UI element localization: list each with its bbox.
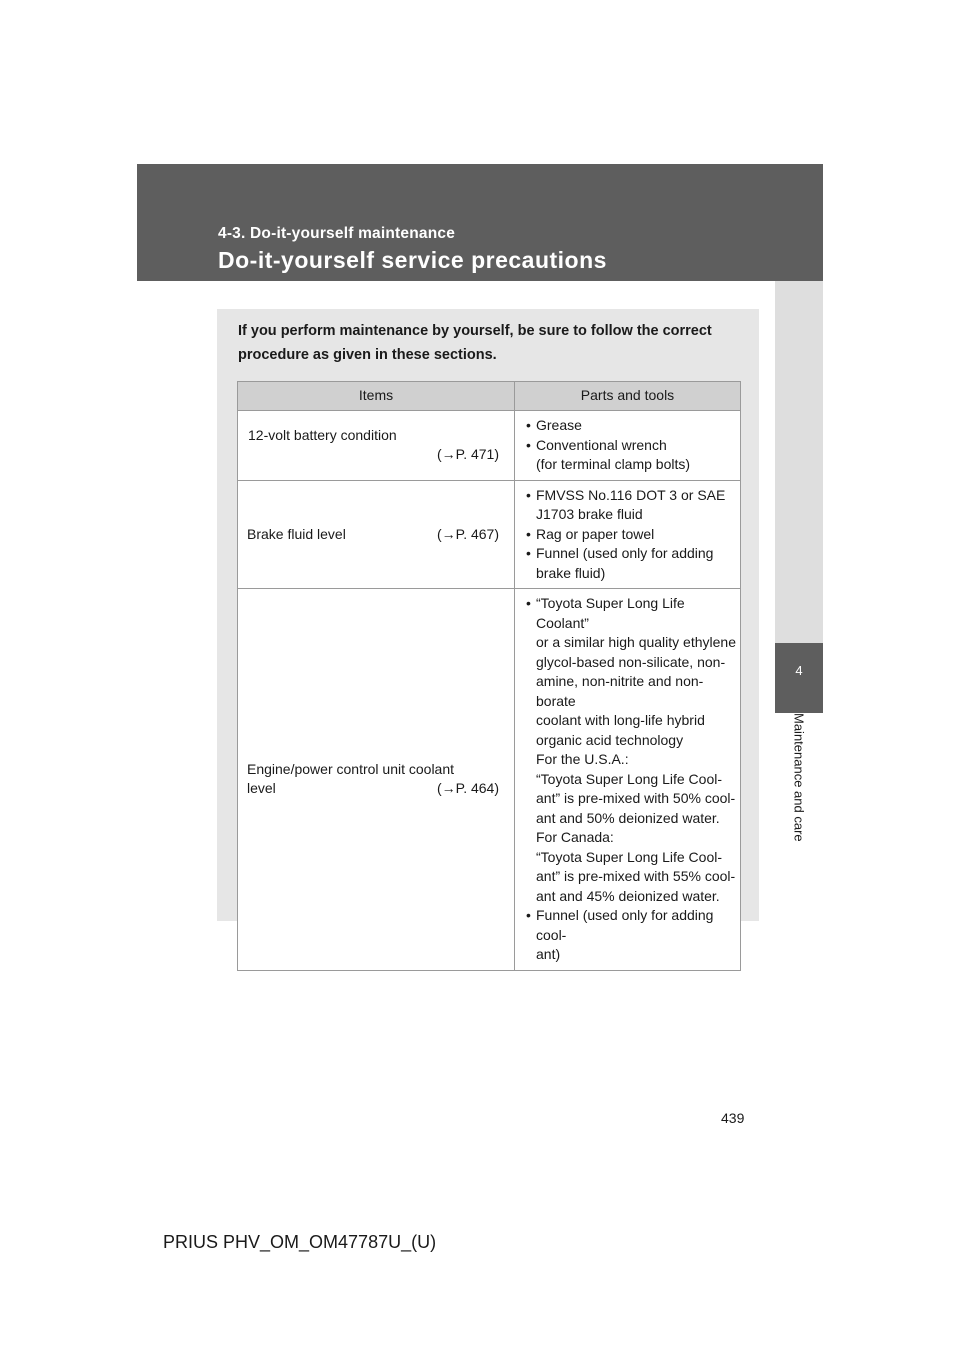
tools-list	[526, 416, 740, 475]
intro-text: If you perform maintenance by yourself, be sure to follow the correct procedure as given in these sections.	[238, 323, 712, 363]
list-item: • Funnel (used only for adding brake fluid)	[526, 544, 740, 583]
chapter-number: 4	[795, 663, 803, 678]
content-box	[217, 309, 759, 962]
page-reference[interactable]: (→P. 471)	[437, 446, 499, 463]
item-name: Engine/power control unit coolant	[247, 760, 455, 777]
chapter-name	[775, 713, 823, 873]
header-band	[137, 164, 823, 281]
maintenance-table	[237, 381, 741, 971]
list-item: • FMVSS No.116 DOT 3 or SAE J1703 brake fluid	[526, 486, 740, 525]
list-item: • Grease	[526, 416, 740, 436]
section-label: 4-3. Do-it-yourself maintenance	[218, 225, 456, 242]
list-item: • Rag or paper towel	[526, 525, 740, 545]
chapter-name-label: Maintenance and care	[791, 713, 807, 842]
item-cell	[238, 589, 515, 971]
table-row	[238, 589, 741, 971]
page-reference[interactable]: (→P. 467)	[437, 525, 499, 542]
list-item: • Conventional wrench (for terminal clamp bolts)	[526, 436, 740, 475]
page-number: 439	[721, 1110, 745, 1126]
tools-cell	[515, 411, 741, 481]
tools-cell	[515, 480, 741, 589]
tools-list	[526, 594, 740, 965]
page-title: Do-it-yourself service precautions	[218, 247, 607, 273]
chapter-tab[interactable]	[775, 643, 823, 713]
tools-list	[526, 486, 740, 584]
document-code: PRIUS PHV_OM_OM47787U_(U)	[163, 1232, 437, 1252]
table-row	[238, 480, 741, 589]
table-row	[238, 411, 741, 481]
item-name-line2: level	[247, 780, 276, 797]
item-name: 12-volt battery condition	[248, 426, 397, 443]
column-header-items: Items	[238, 382, 515, 411]
list-item: • “Toyota Super Long Life Coolant” or a similar high quality ethylene glycol-based non-silicate, non- amine, non-nitrite and non-borate coolant with long-life hybrid organic acid technology For the U.S.A.: “Toyota Super Long Life Cool- ant” is pre-mixed with 50% cool- ant and 50% deionized water. For Canada: “Toyota Super Long Life Cool- ant” is pre-mixed with 55% cool- ant and 45% deionized water.	[526, 594, 740, 906]
item-name: Brake fluid level	[247, 525, 346, 542]
item-cell	[238, 480, 515, 589]
tools-cell	[515, 589, 741, 971]
page-reference[interactable]: (→P. 464)	[437, 780, 499, 797]
table-header-row	[238, 382, 741, 411]
item-cell	[238, 411, 515, 481]
column-header-parts: Parts and tools	[515, 382, 741, 411]
list-item: • Funnel (used only for adding cool- ant)	[526, 906, 740, 965]
